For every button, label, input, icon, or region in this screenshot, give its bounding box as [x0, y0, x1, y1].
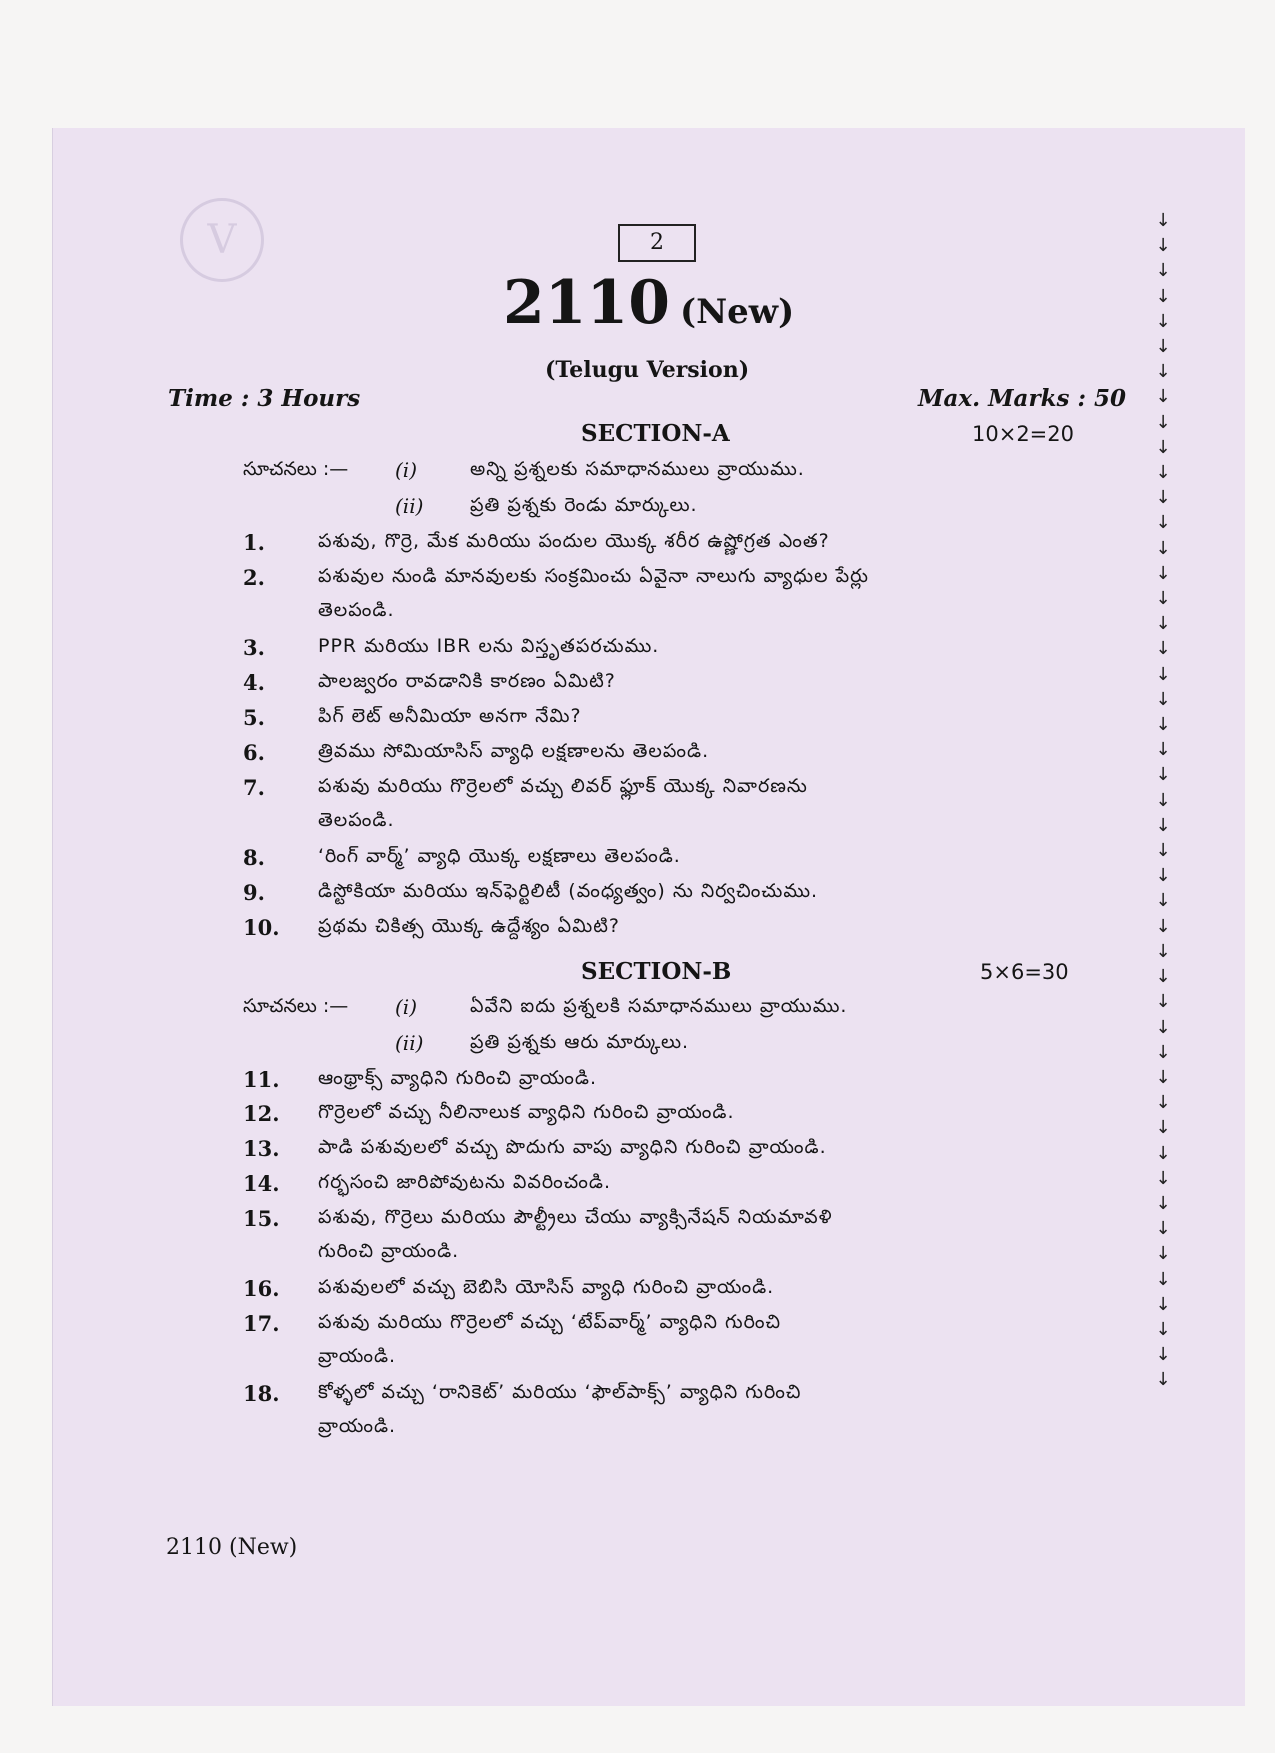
paper-code-suffix: (New): [680, 292, 795, 332]
question-number: 13.: [243, 1136, 280, 1161]
question-number: 4.: [243, 670, 265, 695]
instructions-label: సూచనలు :—: [243, 458, 349, 480]
arrow-icon: ↓: [1155, 890, 1171, 912]
question-text: త్రివము సోమియాసిస్ వ్యాధి లక్షణాలను తెలపండి.: [318, 740, 710, 762]
arrow-icon: ↓: [1155, 386, 1171, 408]
question-text: వ్రాయండి.: [318, 1345, 397, 1367]
footer-code: 2110 (New): [166, 1535, 298, 1560]
arrow-icon: ↓: [1155, 1092, 1171, 1114]
question-text: పశువు మరియు గొర్రెలలో వచ్చు లివర్ ఫ్లూక్ యొక్క నివారణను: [318, 775, 808, 797]
watermark-seal: V: [180, 198, 264, 282]
arrow-icon: ↓: [1155, 991, 1171, 1013]
question-number: 14.: [243, 1171, 280, 1196]
max-marks-label: Max. Marks : 50: [918, 385, 1126, 412]
arrow-icon: ↓: [1155, 1218, 1171, 1240]
question-number: 10.: [243, 915, 280, 940]
question-text: పశువుల నుండి మానవులకు సంక్రమించు ఏవైనా నాలుగు వ్యాధుల పేర్లు: [318, 565, 869, 587]
version-label: (Telugu Version): [545, 357, 750, 383]
instructions-label: సూచనలు :—: [243, 995, 349, 1017]
section-a-score: 10×2=20: [972, 422, 1074, 446]
question-number: 8.: [243, 845, 265, 870]
question-text: తెలపండి.: [318, 599, 395, 621]
question-text: పశువు, గొర్రెలు మరియు పౌల్ట్రీలు చేయు వ్యాక్సినేషన్ నియమావళి: [318, 1206, 833, 1228]
question-text: గొర్రెలలో వచ్చు నీలినాలుక వ్యాధిని గురించి వ్రాయండి.: [318, 1101, 735, 1123]
instruction-text: ప్రతి ప్రశ్నకు రెండు మార్కులు.: [470, 494, 698, 516]
arrow-icon: ↓: [1155, 411, 1171, 433]
question-text: పిగ్ లెట్ అనీమియా అనగా నేమి?: [318, 705, 582, 727]
question-number: 11.: [243, 1067, 280, 1092]
arrow-icon: ↓: [1155, 764, 1171, 786]
question-text: వ్రాయండి.: [318, 1415, 397, 1437]
paper-code-number: 2110: [503, 268, 670, 338]
arrow-icon: ↓: [1155, 966, 1171, 988]
question-text: పశువులలో వచ్చు బెబిసి యోసిస్ వ్యాధి గురించి వ్రాయండి.: [318, 1276, 775, 1298]
arrow-icon: ↓: [1155, 1369, 1171, 1391]
arrow-icon: ↓: [1155, 613, 1171, 635]
question-text: పాడి పశువులలో వచ్చు పొదుగు వాపు వ్యాధిని గురించి వ్రాయండి.: [318, 1136, 827, 1158]
instruction-number: (ii): [395, 494, 424, 518]
question-number: 12.: [243, 1101, 280, 1126]
question-text: గర్భసంచి జారిపోవుటను వివరించండి.: [318, 1171, 611, 1193]
arrow-icon: ↓: [1155, 1344, 1171, 1366]
arrow-icon: ↓: [1155, 840, 1171, 862]
instruction-number: (ii): [395, 1031, 424, 1055]
arrow-icon: ↓: [1155, 1243, 1171, 1265]
arrow-icon: ↓: [1155, 1318, 1171, 1340]
arrow-icon: ↓: [1155, 940, 1171, 962]
section-a-title: SECTION-A: [581, 420, 730, 447]
arrow-icon: ↓: [1155, 915, 1171, 937]
arrow-icon: ↓: [1155, 663, 1171, 685]
arrow-icon: ↓: [1155, 436, 1171, 458]
arrow-icon: ↓: [1155, 336, 1171, 358]
question-number: 16.: [243, 1276, 280, 1301]
instruction-text: అన్ని ప్రశ్నలకు సమాధానములు వ్రాయుము.: [470, 458, 805, 480]
arrow-icon: ↓: [1155, 688, 1171, 710]
question-text: గురించి వ్రాయండి.: [318, 1240, 460, 1262]
arrow-icon: ↓: [1155, 235, 1171, 257]
page-number-box: 2: [618, 224, 696, 262]
section-b-score: 5×6=30: [980, 960, 1069, 984]
question-number: 15.: [243, 1206, 280, 1231]
question-number: 18.: [243, 1381, 280, 1406]
arrow-icon: ↓: [1155, 260, 1171, 282]
arrow-icon: ↓: [1155, 1016, 1171, 1038]
arrow-icon: ↓: [1155, 739, 1171, 761]
question-number: 17.: [243, 1311, 280, 1336]
instruction-text: ప్రతి ప్రశ్నకు ఆరు మార్కులు.: [470, 1031, 690, 1053]
arrow-column: [1152, 208, 1174, 1393]
arrow-icon: ↓: [1155, 562, 1171, 584]
question-number: 6.: [243, 740, 265, 765]
arrow-icon: ↓: [1155, 487, 1171, 509]
arrow-icon: ↓: [1155, 1117, 1171, 1139]
question-text: పశువు మరియు గొర్రెలలో వచ్చు ‘టేప్‌వార్మ్’ వ్యాధిని గురించి: [318, 1311, 782, 1333]
arrow-icon: ↓: [1155, 1192, 1171, 1214]
question-text: ప్రథమ చికిత్స యొక్క ఉద్దేశ్యం ఏమిటి?: [318, 915, 620, 937]
question-text: ఆంథ్రాక్స్ వ్యాధిని గురించి వ్రాయండి.: [318, 1067, 597, 1089]
question-text: డిస్టోకియా మరియు ఇన్‌ఫెర్టిలిటీ (వంధ్యత్వం) ను నిర్వచించుము.: [318, 880, 819, 902]
arrow-icon: ↓: [1155, 210, 1171, 231]
instruction-number: (i): [395, 458, 418, 482]
arrow-icon: ↓: [1155, 285, 1171, 307]
question-number: 9.: [243, 880, 265, 905]
instruction-number: (i): [395, 995, 418, 1019]
arrow-icon: ↓: [1155, 537, 1171, 559]
arrow-icon: ↓: [1155, 1268, 1171, 1290]
arrow-icon: ↓: [1155, 588, 1171, 610]
question-number: 2.: [243, 565, 265, 590]
arrow-icon: ↓: [1155, 1066, 1171, 1088]
arrow-icon: ↓: [1155, 1293, 1171, 1315]
question-number: 3.: [243, 635, 265, 660]
section-b-title: SECTION-B: [581, 958, 732, 985]
arrow-icon: ↓: [1155, 1041, 1171, 1063]
paper-code: [503, 268, 794, 347]
question-text: పాలజ్వరం రావడానికి కారణం ఏమిటి?: [318, 670, 616, 692]
question-text: PPR మరియు IBR లను విస్తృతపరచుము.: [318, 635, 660, 657]
question-text: తెలపండి.: [318, 809, 395, 831]
arrow-icon: ↓: [1155, 361, 1171, 383]
question-text: ‘రింగ్ వార్మ్’ వ్యాధి యొక్క లక్షణాలు తెలపండి.: [318, 845, 681, 867]
arrow-icon: ↓: [1155, 1142, 1171, 1164]
instruction-text: ఏవేని ఐదు ప్రశ్నలకి సమాధానములు వ్రాయుము.: [470, 995, 848, 1017]
arrow-icon: ↓: [1155, 814, 1171, 836]
arrow-icon: ↓: [1155, 789, 1171, 811]
question-number: 5.: [243, 705, 265, 730]
arrow-icon: ↓: [1155, 865, 1171, 887]
arrow-icon: ↓: [1155, 638, 1171, 660]
question-number: 1.: [243, 530, 265, 555]
time-label: Time : 3 Hours: [168, 385, 361, 412]
arrow-icon: ↓: [1155, 1167, 1171, 1189]
arrow-icon: ↓: [1155, 512, 1171, 534]
arrow-icon: ↓: [1155, 310, 1171, 332]
question-text: పశువు, గొర్రె, మేక మరియు పందుల యొక్క శరీర ఉష్ణోగ్రత ఎంత?: [318, 530, 830, 552]
question-text: కోళ్ళలో వచ్చు ‘రానికెట్’ మరియు ‘ఫౌల్‌పాక్స్’ వ్యాధిని గురించి: [318, 1381, 802, 1403]
arrow-icon: ↓: [1155, 714, 1171, 736]
question-number: 7.: [243, 775, 265, 800]
arrow-icon: ↓: [1155, 462, 1171, 484]
